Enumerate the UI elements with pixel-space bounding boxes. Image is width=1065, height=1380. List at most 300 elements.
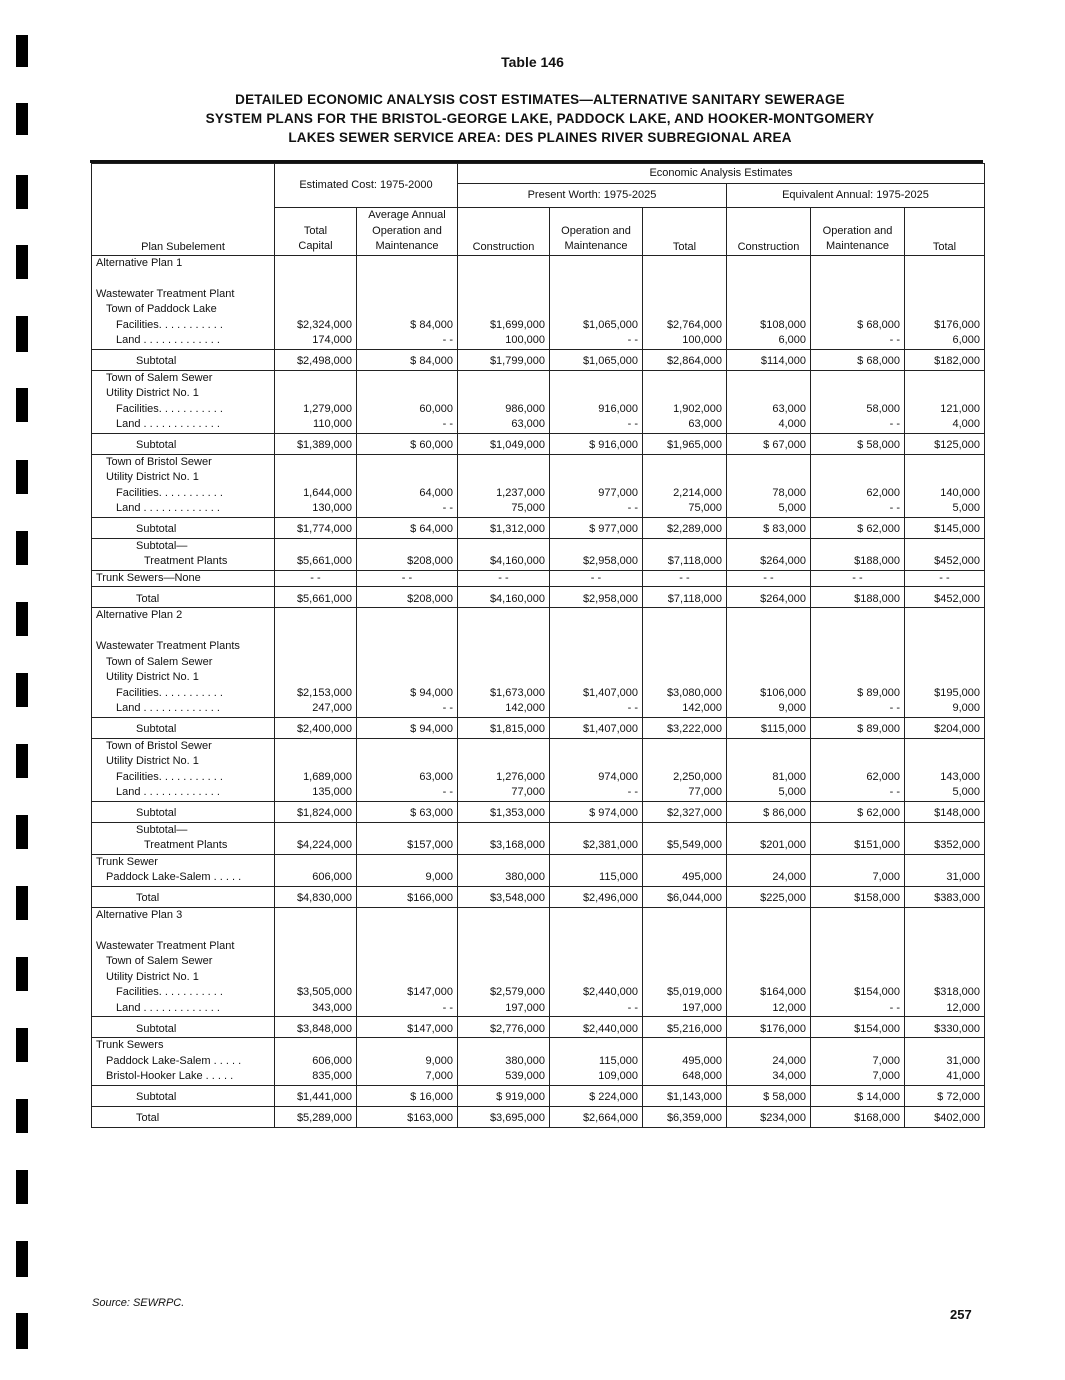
- cell-value: [909, 855, 980, 871]
- label-line: Bristol-Hooker Lake . . . . .: [106, 1070, 234, 1082]
- cell-value: $168,000: [854, 1112, 900, 1124]
- label-line: Subtotal—: [136, 823, 188, 836]
- cell-pw-om: [550, 886, 643, 907]
- cell-value: [815, 855, 900, 871]
- binder-mark: [16, 175, 28, 209]
- cell-value: 343,000: [312, 1001, 352, 1014]
- cell-ea-om: [811, 433, 905, 454]
- label-line: Facilities. . . . . . . . . . .: [116, 486, 223, 499]
- cell-value: $3,848,000: [296, 1022, 352, 1035]
- cell-value: 606,000: [312, 1054, 352, 1067]
- cell-value: $2,498,000: [296, 355, 352, 367]
- cell-value: [909, 754, 980, 770]
- cell-total-capital: [275, 255, 357, 349]
- table-row: [92, 854, 985, 886]
- cell-value: 24,000: [772, 871, 806, 883]
- table-row: [92, 538, 985, 570]
- cell-value: [731, 256, 806, 272]
- cell-pw-om: [550, 717, 643, 738]
- cell-value: [554, 455, 638, 471]
- cell-pw-total: [643, 255, 727, 349]
- header-ea-construction: Construction: [727, 208, 811, 256]
- cell-value: [361, 739, 453, 755]
- cell-value: $154,000: [854, 986, 900, 998]
- cell-value: 12,000: [772, 1001, 806, 1014]
- cell-avg-annual-om: [357, 454, 458, 517]
- cell-value: [909, 371, 980, 387]
- cell-value: $2,958,000: [582, 592, 638, 605]
- cell-value: [554, 954, 638, 970]
- header-line: Operation and: [561, 224, 631, 237]
- cell-ea-total: [905, 454, 985, 517]
- cell-value: [815, 970, 900, 986]
- cell-ea-total: [905, 854, 985, 886]
- cell-value: [815, 624, 900, 640]
- label-line: Subtotal: [136, 807, 177, 819]
- cell-value: [279, 1038, 352, 1054]
- row-label: [92, 608, 275, 718]
- cell-value: [279, 823, 352, 839]
- table-title: Table 146: [501, 54, 564, 70]
- cell-value: 6,000: [778, 334, 806, 346]
- cell-value: 62,000: [866, 770, 900, 783]
- cell-ea-construction: [727, 822, 811, 854]
- cell-value: [815, 670, 900, 686]
- cell-ea-om: [811, 907, 905, 1017]
- cell-value: 1,279,000: [303, 402, 352, 415]
- cell-value: [815, 739, 900, 755]
- label-line: Land . . . . . . . . . . . . .: [116, 786, 220, 798]
- cell-value: [909, 386, 980, 402]
- cell-avg-annual-om: [357, 255, 458, 349]
- cell-value: [361, 1038, 453, 1054]
- cell-avg-annual-om: [357, 433, 458, 454]
- label-line: Treatment Plants: [144, 555, 228, 567]
- cell-value: $1,065,000: [582, 318, 638, 331]
- cell-value: [647, 855, 722, 871]
- label-line: Alternative Plan 2: [96, 609, 183, 621]
- cell-pw-construction: [458, 370, 550, 433]
- cell-value: [815, 608, 900, 624]
- label-line: Facilities. . . . . . . . . . .: [116, 686, 223, 699]
- cell-value: $ 68,000: [857, 318, 900, 331]
- cell-value: 7,000: [872, 1054, 900, 1067]
- cell-value: [279, 739, 352, 755]
- cell-pw-total: [643, 1106, 727, 1127]
- binder-mark: [16, 815, 28, 849]
- cell-avg-annual-om: [357, 854, 458, 886]
- cell-value: $3,548,000: [489, 892, 545, 904]
- cell-value: 100,000: [682, 334, 722, 346]
- cell-ea-om: [811, 854, 905, 886]
- cell-ea-construction: [727, 433, 811, 454]
- cell-ea-total: [905, 738, 985, 801]
- cell-avg-annual-om: [357, 1106, 458, 1127]
- label-line: Total: [136, 1112, 160, 1124]
- cell-value: 31,000: [946, 871, 980, 883]
- cell-value: [909, 271, 980, 287]
- cell-value: [554, 371, 638, 387]
- cell-value: [731, 754, 806, 770]
- cell-value: $ 68,000: [857, 355, 900, 367]
- cell-ea-total: [905, 1017, 985, 1038]
- cell-ea-total: [905, 801, 985, 822]
- cell-value: $114,000: [760, 355, 806, 367]
- cell-value: [909, 655, 980, 671]
- cell-value: $163,000: [407, 1112, 453, 1124]
- header-estimated-cost: Estimated Cost: 1975-2000: [275, 164, 458, 208]
- label-line: Utility District No. 1: [106, 671, 199, 683]
- cell-value: 64,000: [419, 486, 453, 499]
- cell-value: [815, 539, 900, 555]
- cell-value: [279, 923, 352, 939]
- cell-avg-annual-om: [357, 801, 458, 822]
- cell-value: [731, 970, 806, 986]
- cell-value: $3,222,000: [666, 723, 722, 735]
- cell-value: - -: [310, 571, 321, 584]
- cell-pw-total: [643, 608, 727, 718]
- cell-value: [279, 639, 352, 655]
- cell-total-capital: [275, 738, 357, 801]
- cell-value: [462, 608, 545, 624]
- cell-value: 77,000: [688, 786, 722, 798]
- header-avg-annual-om: [357, 208, 458, 256]
- table-row: [92, 608, 985, 718]
- label-line: Town of Salem Sewer: [106, 955, 213, 967]
- cell-value: [731, 639, 806, 655]
- cell-value: [554, 639, 638, 655]
- cell-total-capital: [275, 570, 357, 587]
- cell-ea-om: [811, 886, 905, 907]
- cell-value: [731, 655, 806, 671]
- cell-value: [554, 823, 638, 839]
- cell-value: $188,000: [854, 555, 900, 567]
- cell-value: $ 919,000: [496, 1091, 545, 1103]
- cell-value: [462, 670, 545, 686]
- cell-value: 77,000: [511, 786, 545, 798]
- label-line: Subtotal—: [136, 539, 188, 552]
- cell-pw-construction: [458, 517, 550, 538]
- cell-ea-construction: [727, 570, 811, 587]
- label-line: Town of Salem Sewer: [106, 655, 213, 668]
- cell-value: $2,440,000: [582, 986, 638, 998]
- cell-value: [815, 639, 900, 655]
- cell-ea-construction: [727, 454, 811, 517]
- label-line: Wastewater Treatment Plant: [96, 287, 235, 300]
- cell-pw-construction: [458, 1038, 550, 1086]
- label-line: Facilities. . . . . . . . . . .: [116, 986, 223, 998]
- cell-value: $5,289,000: [296, 1112, 352, 1124]
- cell-value: [647, 256, 722, 272]
- table-body: [92, 255, 985, 1127]
- cell-value: $2,664,000: [582, 1112, 638, 1124]
- cell-ea-construction: [727, 1106, 811, 1127]
- row-label: [92, 587, 275, 608]
- cell-pw-total: [643, 349, 727, 370]
- cell-ea-total: [905, 886, 985, 907]
- cell-value: 495,000: [682, 1054, 722, 1067]
- header-plan-subelement: Plan Subelement: [92, 164, 275, 256]
- cell-value: $ 67,000: [763, 439, 806, 451]
- cell-pw-om: [550, 1017, 643, 1038]
- cell-value: [279, 939, 352, 955]
- cell-pw-total: [643, 538, 727, 570]
- cell-value: [731, 287, 806, 303]
- cell-total-capital: [275, 538, 357, 570]
- cell-value: [462, 271, 545, 287]
- cell-pw-total: [643, 822, 727, 854]
- cell-value: [361, 639, 453, 655]
- cell-value: $188,000: [854, 592, 900, 605]
- cell-value: $ 16,000: [410, 1091, 453, 1103]
- cell-value: $3,080,000: [666, 686, 722, 699]
- cell-value: $ 62,000: [857, 523, 900, 535]
- cell-value: 197,000: [505, 1001, 545, 1014]
- label-line: Paddock Lake-Salem . . . . .: [106, 1054, 242, 1067]
- label-line: Subtotal: [136, 1022, 177, 1035]
- cell-value: [462, 754, 545, 770]
- cell-pw-om: [550, 433, 643, 454]
- cell-ea-total: [905, 587, 985, 608]
- cell-pw-total: [643, 454, 727, 517]
- cell-ea-total: [905, 433, 985, 454]
- cell-value: 110,000: [313, 418, 352, 430]
- subtotal-row: [92, 1085, 985, 1106]
- cell-value: [909, 1038, 980, 1054]
- cell-total-capital: [275, 717, 357, 738]
- cell-value: 130,000: [312, 502, 352, 514]
- cell-value: $2,324,000: [296, 318, 352, 331]
- cell-value: $ 916,000: [589, 439, 638, 451]
- cell-value: 2,214,000: [673, 486, 722, 499]
- cell-value: 835,000: [312, 1070, 352, 1082]
- subtotal-row: [92, 587, 985, 608]
- cell-value: [731, 939, 806, 955]
- cell-value: [909, 639, 980, 655]
- cell-value: [647, 271, 722, 287]
- cell-value: $1,774,000: [296, 523, 352, 535]
- cell-value: [361, 271, 453, 287]
- cell-value: [731, 470, 806, 486]
- cell-value: [909, 256, 980, 272]
- row-label: [92, 801, 275, 822]
- cell-value: [279, 455, 352, 471]
- row-label: [92, 570, 275, 587]
- cell-value: [909, 470, 980, 486]
- cell-value: 5,000: [952, 786, 980, 798]
- cell-value: 140,000: [940, 486, 980, 499]
- cell-value: [815, 823, 900, 839]
- label-line: Trunk Sewers: [96, 1039, 164, 1051]
- row-label: [92, 1085, 275, 1106]
- cell-value: [554, 908, 638, 924]
- label-line: Subtotal: [136, 355, 177, 367]
- cell-ea-total: [905, 1085, 985, 1106]
- label-line: Town of Paddock Lake: [106, 303, 217, 315]
- header-total-capital: [275, 208, 357, 256]
- cell-avg-annual-om: [357, 907, 458, 1017]
- cell-pw-construction: [458, 907, 550, 1017]
- cell-value: [279, 470, 352, 486]
- cell-value: $108,000: [760, 318, 806, 331]
- cell-value: [279, 954, 352, 970]
- cell-value: 142,000: [505, 702, 545, 714]
- subtotal-row: [92, 1106, 985, 1127]
- cell-ea-construction: [727, 517, 811, 538]
- cell-value: 31,000: [946, 1054, 980, 1067]
- cell-value: $1,673,000: [489, 686, 545, 699]
- cell-value: [554, 539, 638, 555]
- cell-value: 121,000: [940, 402, 980, 415]
- cell-ea-om: [811, 1085, 905, 1106]
- cell-value: [647, 470, 722, 486]
- cell-value: [909, 624, 980, 640]
- cell-value: $2,958,000: [582, 555, 638, 567]
- cell-value: $1,049,000: [489, 439, 545, 451]
- cell-value: [647, 655, 722, 671]
- cell-value: [909, 455, 980, 471]
- cell-value: $330,000: [934, 1022, 980, 1035]
- cell-value: 63,000: [511, 418, 545, 430]
- cell-value: $402,000: [934, 1112, 980, 1124]
- cell-ea-om: [811, 717, 905, 738]
- row-label: [92, 822, 275, 854]
- binder-mark: [16, 957, 28, 991]
- label-line: Facilities. . . . . . . . . . .: [116, 318, 223, 331]
- cell-value: 41,000: [946, 1070, 980, 1082]
- cell-value: $7,118,000: [667, 555, 722, 567]
- cell-value: $3,168,000: [489, 839, 545, 851]
- cell-value: [647, 287, 722, 303]
- cell-value: $4,830,000: [296, 892, 352, 904]
- header-line: Total: [303, 224, 328, 237]
- cell-ea-om: [811, 1106, 905, 1127]
- cell-value: $ 89,000: [857, 686, 900, 699]
- cell-value: [815, 923, 900, 939]
- cell-pw-construction: [458, 822, 550, 854]
- cell-value: [647, 939, 722, 955]
- cell-pw-construction: [458, 854, 550, 886]
- label-line: Utility District No. 1: [106, 471, 199, 483]
- cell-value: [462, 855, 545, 871]
- table-row: [92, 454, 985, 517]
- cell-avg-annual-om: [357, 1017, 458, 1038]
- cell-pw-om: [550, 454, 643, 517]
- cell-value: [361, 823, 453, 839]
- label-line: Wastewater Treatment Plant: [96, 939, 235, 952]
- cell-value: [361, 256, 453, 272]
- cell-value: [462, 639, 545, 655]
- cell-pw-om: [550, 587, 643, 608]
- cell-avg-annual-om: [357, 1038, 458, 1086]
- cell-value: - -: [889, 786, 900, 798]
- cell-value: $176,000: [760, 1022, 806, 1035]
- cell-value: [462, 739, 545, 755]
- cell-value: 135,000: [312, 786, 352, 798]
- cell-value: [462, 302, 545, 318]
- cell-ea-om: [811, 738, 905, 801]
- cell-value: $ 72,000: [937, 1091, 980, 1103]
- cell-ea-total: [905, 570, 985, 587]
- binder-mark: [16, 316, 28, 352]
- binder-mark: [16, 1241, 28, 1277]
- cell-ea-total: [905, 822, 985, 854]
- cell-value: [361, 539, 453, 555]
- cell-value: [815, 655, 900, 671]
- cell-pw-construction: [458, 1106, 550, 1127]
- cell-pw-om: [550, 349, 643, 370]
- cell-value: [462, 923, 545, 939]
- cell-value: [731, 855, 806, 871]
- header-line: Average Annual: [368, 209, 446, 221]
- cell-pw-construction: [458, 587, 550, 608]
- binder-mark: [16, 388, 28, 422]
- cell-value: 78,000: [772, 486, 806, 499]
- subtitle-line: DETAILED ECONOMIC ANALYSIS COST ESTIMATES—ALTERNATIVE SANITARY SEWERAGE: [235, 92, 845, 107]
- cell-value: [909, 823, 980, 839]
- cell-value: $2,776,000: [489, 1022, 545, 1035]
- cell-value: - -: [627, 334, 638, 346]
- cell-ea-total: [905, 1038, 985, 1086]
- cell-value: 24,000: [772, 1054, 806, 1067]
- cell-total-capital: [275, 1085, 357, 1106]
- cell-total-capital: [275, 349, 357, 370]
- cell-value: [462, 908, 545, 924]
- cell-value: [462, 371, 545, 387]
- cell-value: [647, 371, 722, 387]
- cell-value: $5,661,000: [296, 555, 352, 567]
- cell-value: [554, 256, 638, 272]
- cell-value: [731, 954, 806, 970]
- cell-ea-construction: [727, 608, 811, 718]
- source-note: Source: SEWRPC.: [92, 1297, 185, 1309]
- cell-value: [361, 287, 453, 303]
- label-line: Town of Salem Sewer: [106, 371, 213, 384]
- cell-value: $125,000: [934, 439, 980, 451]
- cell-value: [279, 670, 352, 686]
- binder-mark: [16, 744, 28, 778]
- cell-avg-annual-om: [357, 886, 458, 907]
- header-present-worth: Present Worth: 1975-2025: [458, 184, 727, 208]
- cell-value: $452,000: [934, 555, 980, 567]
- cell-pw-total: [643, 587, 727, 608]
- cell-pw-construction: [458, 255, 550, 349]
- subtotal-row: [92, 433, 985, 454]
- cell-ea-construction: [727, 370, 811, 433]
- cell-pw-construction: [458, 1017, 550, 1038]
- cell-value: [731, 823, 806, 839]
- cell-value: [462, 1038, 545, 1054]
- cell-value: 1,237,000: [496, 486, 545, 499]
- cell-value: 63,000: [772, 402, 806, 415]
- cell-avg-annual-om: [357, 1085, 458, 1106]
- cell-value: $1,143,000: [666, 1091, 722, 1103]
- cell-pw-total: [643, 717, 727, 738]
- cell-ea-om: [811, 349, 905, 370]
- binder-mark: [16, 1099, 28, 1133]
- cell-ea-construction: [727, 587, 811, 608]
- cell-value: [815, 954, 900, 970]
- cell-value: [731, 455, 806, 471]
- label-line: Town of Bristol Sewer: [106, 739, 212, 752]
- label-line: Land . . . . . . . . . . . . .: [116, 418, 220, 430]
- table-row: [92, 738, 985, 801]
- cell-value: $4,224,000: [296, 839, 352, 851]
- header-line: Maintenance: [564, 240, 628, 252]
- cell-value: [462, 386, 545, 402]
- cell-value: $164,000: [760, 986, 806, 998]
- label-line: Total: [136, 892, 160, 904]
